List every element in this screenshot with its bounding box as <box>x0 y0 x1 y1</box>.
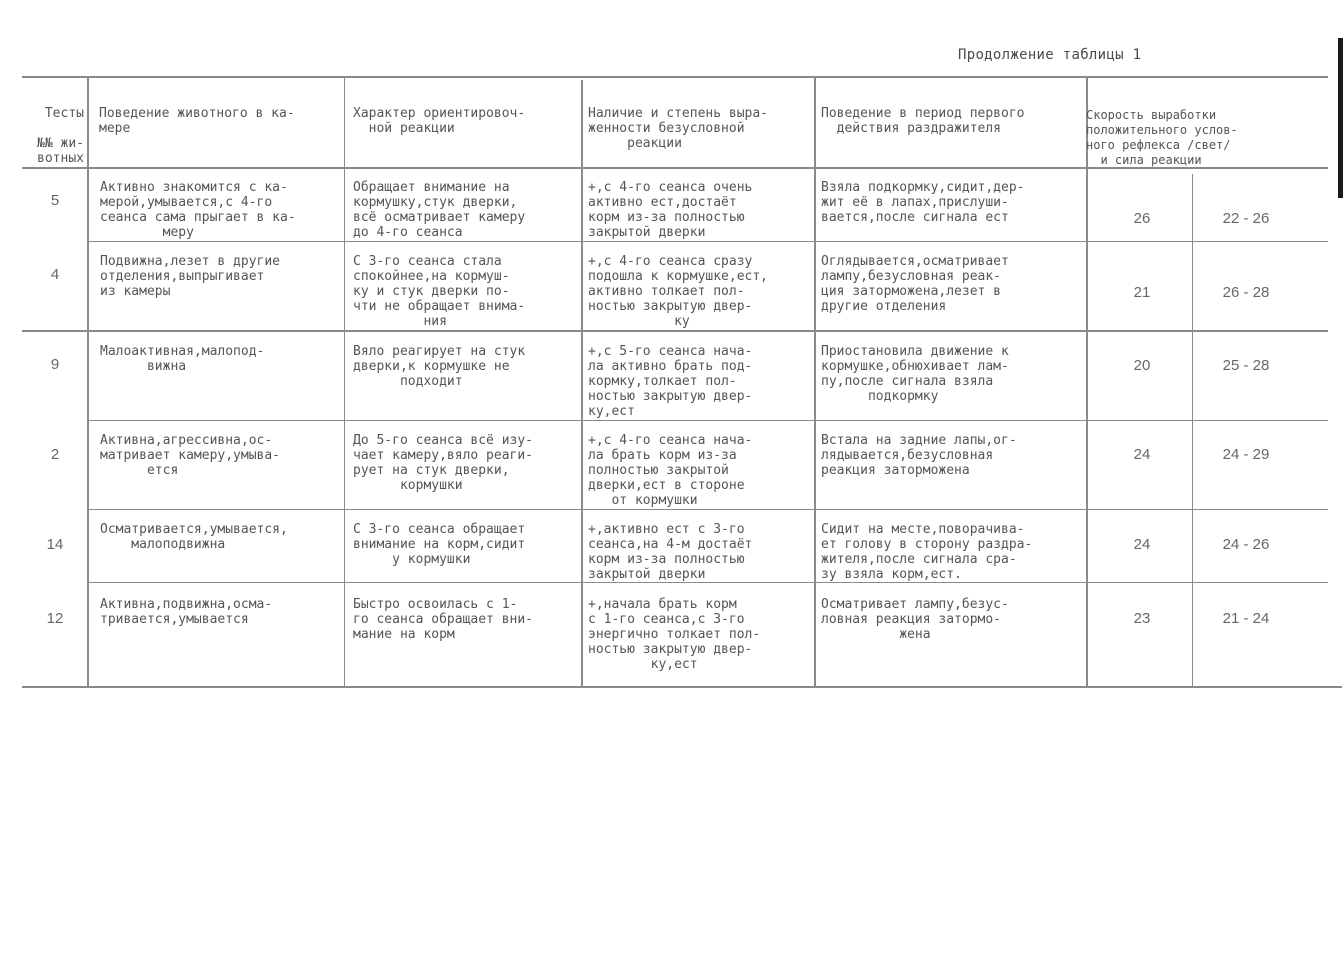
row-divider <box>88 582 1328 583</box>
orientation-cell: С 3-го сеанса стала спокойнее,на кормуш- ку и стук дверки по- чти не обращает внима- ния <box>353 254 526 329</box>
column-rule <box>581 80 583 687</box>
speed-value: 20 <box>1133 357 1151 374</box>
first-stimulus-cell: Сидит на месте,поворачива- ет голову в сторону раздра- жителя,после сигнала сра- зу взяла корм,ест. <box>821 522 1033 582</box>
unconditioned-cell: +,активно ест с 3-го сеанса,на 4-м достаёт корм из-за полностью закрытой дверки <box>588 522 753 582</box>
unconditioned-cell: +,с 4-го сеанса очень активно ест,достаёт корм из-за полностью закрытой дверки <box>588 180 753 240</box>
unconditioned-cell: +,с 4-го сеанса нача- ла брать корм из-за полностью закрытой дверки,ест в стороне от кормушки <box>588 433 753 508</box>
table-caption: Продолжение таблицы 1 <box>958 47 1142 63</box>
behavior-cell: Активна,подвижна,осма- тривается,умывается <box>100 597 273 627</box>
first-stimulus-cell: Встала на задние лапы,ог- лядывается,безусловная реакция заторможена <box>821 433 1017 478</box>
row-divider <box>88 241 1328 242</box>
test-number: 14 <box>46 536 64 553</box>
strength-value: 24 - 29 <box>1222 446 1270 463</box>
test-number: 5 <box>50 192 60 209</box>
speed-value: 21 <box>1133 284 1151 301</box>
table-bottom-rule <box>22 686 1342 688</box>
test-number: 12 <box>46 610 64 627</box>
unconditioned-cell: +,с 5-го сеанса нача- ла активно брать под- кормку,толкает пол- ностью закрытую двер- ку,ест <box>588 344 753 419</box>
orientation-cell: С 3-го сеанса обращает внимание на корм,сидит у кормушки <box>353 522 526 567</box>
test-number: 9 <box>50 356 60 373</box>
column-rule <box>87 76 89 687</box>
test-number: 2 <box>50 446 60 463</box>
orientation-cell: До 5-го сеанса всё изу- чает камеру,вяло реаги- рует на стук дверки, кормушки <box>353 433 534 493</box>
strength-value: 26 - 28 <box>1222 284 1270 301</box>
scan-edge-mark <box>1338 38 1343 198</box>
row-divider <box>22 330 1328 332</box>
header-unconditioned: Наличие и степень выра- женности безусловной реакции <box>588 106 769 151</box>
header-tests: Тесты №№ жи- вотных <box>37 106 84 166</box>
test-number: 4 <box>50 266 60 283</box>
header-behavior: Поведение животного в ка- мере <box>99 106 295 136</box>
behavior-cell: Активно знакомится с ка- мерой,умывается,с 4-го сеанса сама прыгает в ка- меру <box>100 180 296 240</box>
behavior-cell: Осматривается,умывается, малоподвижна <box>100 522 288 552</box>
speed-value: 24 <box>1133 446 1151 463</box>
column-rule <box>1192 174 1193 687</box>
strength-value: 22 - 26 <box>1222 210 1270 227</box>
column-rule <box>814 76 816 687</box>
orientation-cell: Обращает внимание на кормушку,стук дверки, всё осматривает камеру до 4-го сеанса <box>353 180 526 240</box>
behavior-cell: Малоактивная,малопод- вижна <box>100 344 265 374</box>
column-rule <box>344 76 345 687</box>
row-divider <box>88 509 1328 510</box>
header-first-stimulus: Поведение в период первого действия раздражителя <box>821 106 1025 136</box>
strength-value: 25 - 28 <box>1222 357 1270 374</box>
first-stimulus-cell: Приостановила движение к кормушке,обнюхивает лам- пу,после сигнала взяла подкормку <box>821 344 1009 404</box>
orientation-cell: Вяло реагирует на стук дверки,к кормушке не подходит <box>353 344 526 389</box>
orientation-cell: Быстро освоилась с 1- го сеанса обращает вни- мание на корм <box>353 597 534 642</box>
first-stimulus-cell: Осматривает лампу,безус- ловная реакция затормо- жена <box>821 597 1009 642</box>
strength-value: 24 - 26 <box>1222 536 1270 553</box>
header-orientation: Характер ориентировоч- ной реакции <box>353 106 526 136</box>
row-divider <box>88 420 1328 421</box>
table-top-rule <box>22 76 1328 78</box>
speed-value: 24 <box>1133 536 1151 553</box>
behavior-cell: Активна,агрессивна,ос- матривает камеру,умыва- ется <box>100 433 281 478</box>
speed-value: 23 <box>1133 610 1151 627</box>
first-stimulus-cell: Взяла подкормку,сидит,дер- жит её в лапах,прислуши- вается,после сигнала ест <box>821 180 1025 225</box>
unconditioned-cell: +,начала брать корм с 1-го сеанса,с 3-го энергично толкает пол- ностью закрытую двер- ку,ест <box>588 597 761 672</box>
strength-value: 21 - 24 <box>1222 610 1270 627</box>
unconditioned-cell: +,с 4-го сеанса сразу подошла к кормушке,ест, активно толкает пол- ностью закрытую двер- ку <box>588 254 769 329</box>
behavior-cell: Подвижна,лезет в другие отделения,выпрыгивает из камеры <box>100 254 281 299</box>
header-speed: Скорость выработки положительного услов- ного рефлекса /свет/ и сила реакции <box>1086 108 1238 167</box>
first-stimulus-cell: Оглядывается,осматривает лампу,безусловная реак- ция заторможена,лезет в другие отделения <box>821 254 1009 314</box>
speed-value: 26 <box>1133 210 1151 227</box>
